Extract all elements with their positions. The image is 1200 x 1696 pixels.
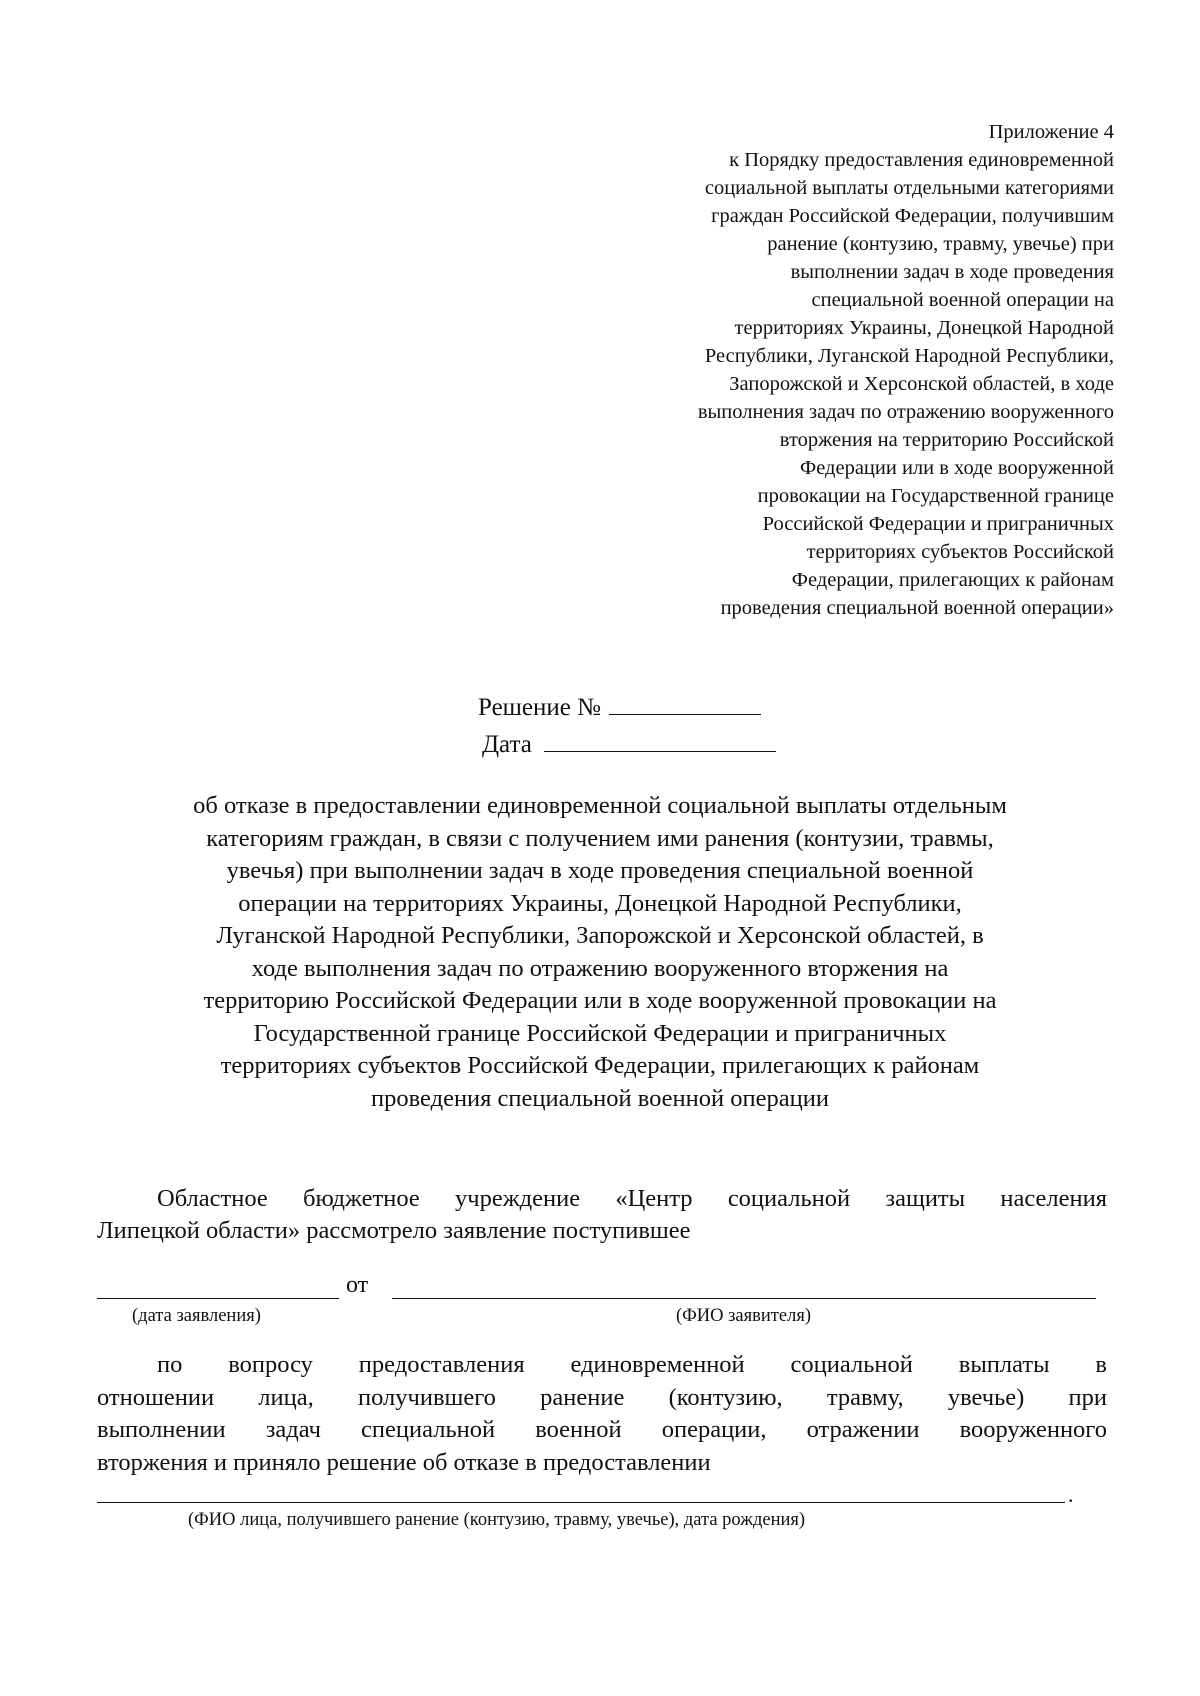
title-line: проведения специальной военной операции: [371, 1084, 829, 1112]
applicant-fio-field[interactable]: [392, 1298, 1096, 1299]
appendix-line: к Порядку предоставления единовременной: [729, 149, 1114, 171]
decision-date-row: [478, 725, 776, 762]
decision-date-label: Дата: [482, 731, 532, 758]
decision-number-row: [478, 688, 776, 725]
decision-number-label: Решение №: [478, 694, 601, 721]
end-mark: .: [1068, 1482, 1074, 1507]
title-line: операции на территориях Украины, Донецкой Народной Республики,: [238, 889, 962, 917]
body-paragraph-institution: [97, 1183, 1107, 1247]
appendix-line: территориях субъектов Российской: [806, 541, 1114, 563]
appendix-line: вторжения на территорию Российской: [779, 429, 1114, 451]
title-line: об отказе в предоставлении единовременной социальной выплаты отдельным: [193, 792, 1007, 819]
appendix-line: выполнении задач в ходе проведения: [790, 261, 1114, 283]
body-paragraph-decision: [97, 1349, 1107, 1479]
decision-number-field[interactable]: [609, 688, 761, 715]
appendix-line: Федерации или в ходе вооруженной: [800, 457, 1114, 479]
application-date-field[interactable]: [97, 1298, 339, 1299]
appendix-line: Федерации, прилегающих к районам: [791, 569, 1114, 591]
injured-person-caption: (ФИО лица, получившего ранение (контузию, травму, увечье), дата рождения): [188, 1510, 806, 1530]
decision-date-field[interactable]: [544, 725, 776, 752]
title-line: Государственной границе Российской Федерации и приграничных: [253, 1019, 947, 1047]
decision-title: [100, 790, 1100, 1115]
appendix-line: Запорожской и Херсонской областей, в ходе: [729, 373, 1114, 395]
appendix-line: Республики, Луганской Народной Республики,: [704, 345, 1114, 367]
appendix-line: выполнения задач по отражению вооруженного: [697, 401, 1114, 423]
body-line: вторжения и приняло решение об отказе в предоставлении: [97, 1448, 711, 1476]
appendix-line: провокации на Государственной границе: [757, 485, 1114, 507]
appendix-line: территориях Украины, Донецкой Народной: [734, 317, 1114, 339]
applicant-fio-caption: (ФИО заявителя): [676, 1306, 811, 1326]
title-line: увечья) при выполнении задач в ходе проведения специальной военной: [226, 857, 974, 884]
appendix-line: граждан Российской Федерации, получившим: [711, 205, 1114, 227]
body-line: Областное бюджетное учреждение «Центр социальной защиты населения: [157, 1185, 1107, 1212]
decision-block: [478, 688, 776, 762]
body-line: по вопросу предоставления единовременной социальной выплаты в: [157, 1351, 1107, 1378]
title-line: Луганской Народной Республики, Запорожской и Херсонской областей, в: [216, 922, 984, 949]
injured-person-field[interactable]: [97, 1502, 1065, 1503]
body-line: отношении лица, получившего ранение (контузию, травму, увечье) при: [97, 1383, 1107, 1411]
appendix-line: социальной выплаты отдельными категориями: [704, 177, 1114, 199]
from-label: от: [346, 1272, 369, 1298]
appendix-line: Приложение 4: [988, 121, 1114, 143]
title-line: ходе выполнения задач по отражению вооруженного вторжения на: [251, 954, 949, 982]
appendix-line: Российской Федерации и приграничных: [762, 513, 1114, 535]
appendix-line: проведения специальной военной операции»: [720, 597, 1114, 619]
appendix-line: специальной военной операции на: [811, 289, 1114, 311]
title-line: категориям граждан, в связи с получением ими ранения (контузии, травмы,: [206, 824, 994, 852]
title-line: территорию Российской Федерации или в ходе вооруженной провокации на: [203, 987, 997, 1014]
appendix-line: ранение (контузию, травму, увечье) при: [767, 233, 1114, 255]
appendix-header: [554, 118, 1114, 622]
body-line: выполнении задач специальной военной операции, отражении вооруженного: [97, 1416, 1107, 1443]
title-line: территориях субъектов Российской Федерации, прилегающих к районам: [220, 1052, 980, 1079]
application-date-caption: (дата заявления): [132, 1306, 261, 1326]
body-line: Липецкой области» рассмотрело заявление поступившее: [97, 1217, 691, 1244]
